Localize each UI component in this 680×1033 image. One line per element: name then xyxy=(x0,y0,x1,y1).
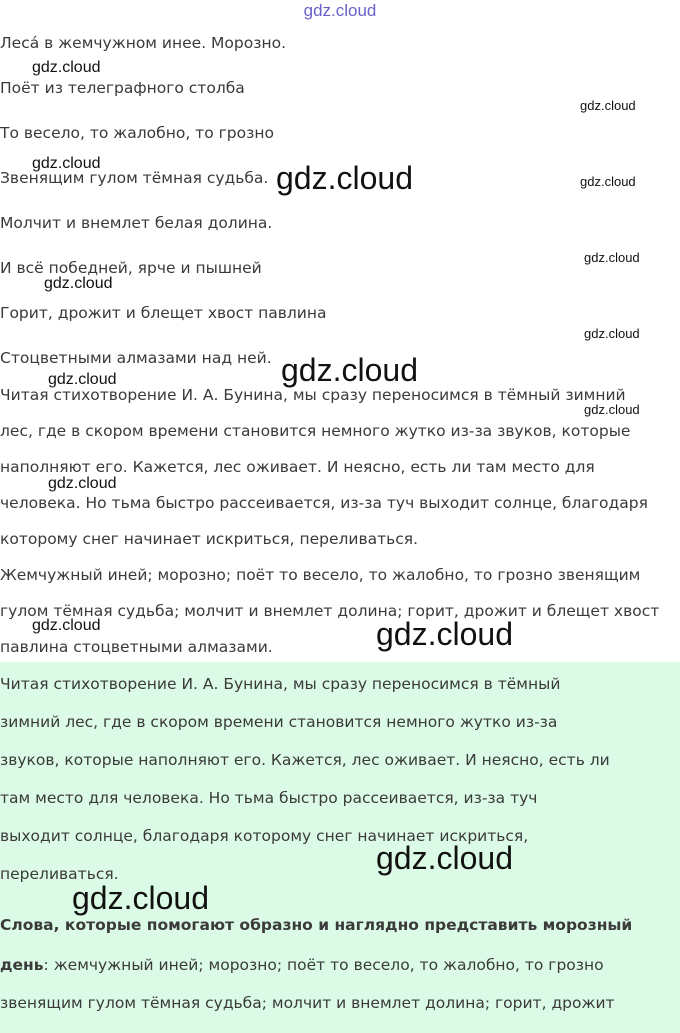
watermark: gdz.cloud xyxy=(584,326,640,341)
analysis-line: человека. Но тьма быстро рассеивается, из-за туч выходит солнце, благодаря xyxy=(0,494,648,512)
analysis-line: Читая стихотворение И. А. Бунина, мы сразу переносимся в тёмный зимний xyxy=(0,386,626,404)
poem-line: И всё победней, ярче и пышней xyxy=(0,259,262,277)
watermark: gdz.cloud xyxy=(580,174,636,189)
watermark: gdz.cloud xyxy=(276,160,413,196)
answer-line: там место для человека. Но тьма быстро рассеивается, из-за туч xyxy=(0,789,538,807)
analysis-line: которому снег начинает искриться, переливаться. xyxy=(0,530,419,548)
answer-line: выходит солнце, благодаря которому снег начинает искриться, xyxy=(0,827,529,845)
watermark: gdz.cloud xyxy=(376,616,513,652)
watermark: gdz.cloud xyxy=(32,155,101,172)
watermark: gdz.cloud xyxy=(376,840,513,876)
words-line: гулом тёмная судьба; молчит и внемлет долина; горит, дрожит и блещет хвост xyxy=(0,602,660,620)
watermark: gdz.cloud xyxy=(281,352,418,388)
poem-line: Горит, дрожит и блещет хвост павлина xyxy=(0,304,327,322)
watermark: gdz.cloud xyxy=(580,98,636,113)
watermark: gdz.cloud xyxy=(32,59,101,76)
answer-line: звенящим гулом тёмная судьба; молчит и внемлет долина; горит, дрожит xyxy=(0,994,615,1012)
answer-mixed-line xyxy=(0,954,604,976)
answer-bold-line: Слова, которые помогают образно и наглядно представить морозный xyxy=(0,916,633,934)
watermark: gdz.cloud xyxy=(48,475,117,492)
answer-line: зимний лес, где в скором времени становится немного жутко из-за xyxy=(0,713,558,731)
poem-line: Стоцветными алмазами над ней. xyxy=(0,349,272,367)
answer-rest-start: : жемчужный иней; морозно; поёт то весело, то жалобно, то грозно xyxy=(43,956,604,974)
poem-line: Леса́ в жемчужном инее. Морозно. xyxy=(0,34,287,52)
watermark: gdz.cloud xyxy=(584,250,640,265)
poem-line: То весело, то жалобно, то грозно xyxy=(0,124,274,142)
answer-bold-start: день xyxy=(0,956,44,974)
watermark: gdz.cloud xyxy=(44,275,113,292)
watermark: gdz.cloud xyxy=(584,402,640,417)
answer-line: переливаться. xyxy=(0,865,119,883)
watermark: gdz.cloud xyxy=(72,880,209,916)
poem-line: Молчит и внемлет белая долина. xyxy=(0,214,273,232)
words-line: Жемчужный иней; морозно; поёт то весело, то жалобно, то грозно звенящим xyxy=(0,566,641,584)
watermark: gdz.cloud xyxy=(48,371,117,388)
poem-line: Звенящим гулом тёмная судьба. xyxy=(0,169,269,187)
words-line: павлина стоцветными алмазами. xyxy=(0,638,273,656)
site-link[interactable]: gdz.cloud xyxy=(303,1,377,20)
watermark: gdz.cloud xyxy=(32,617,101,634)
analysis-line: наполняют его. Кажется, лес оживает. И неясно, есть ли там место для xyxy=(0,458,595,476)
analysis-line: лес, где в скором времени становится немного жутко из-за звуков, которые xyxy=(0,422,631,440)
answer-line: звуков, которые наполняют его. Кажется, лес оживает. И неясно, есть ли xyxy=(0,751,610,769)
answer-line: Читая стихотворение И. А. Бунина, мы сразу переносимся в тёмный xyxy=(0,675,561,693)
poem-line: Поёт из телеграфного столба xyxy=(0,79,245,97)
